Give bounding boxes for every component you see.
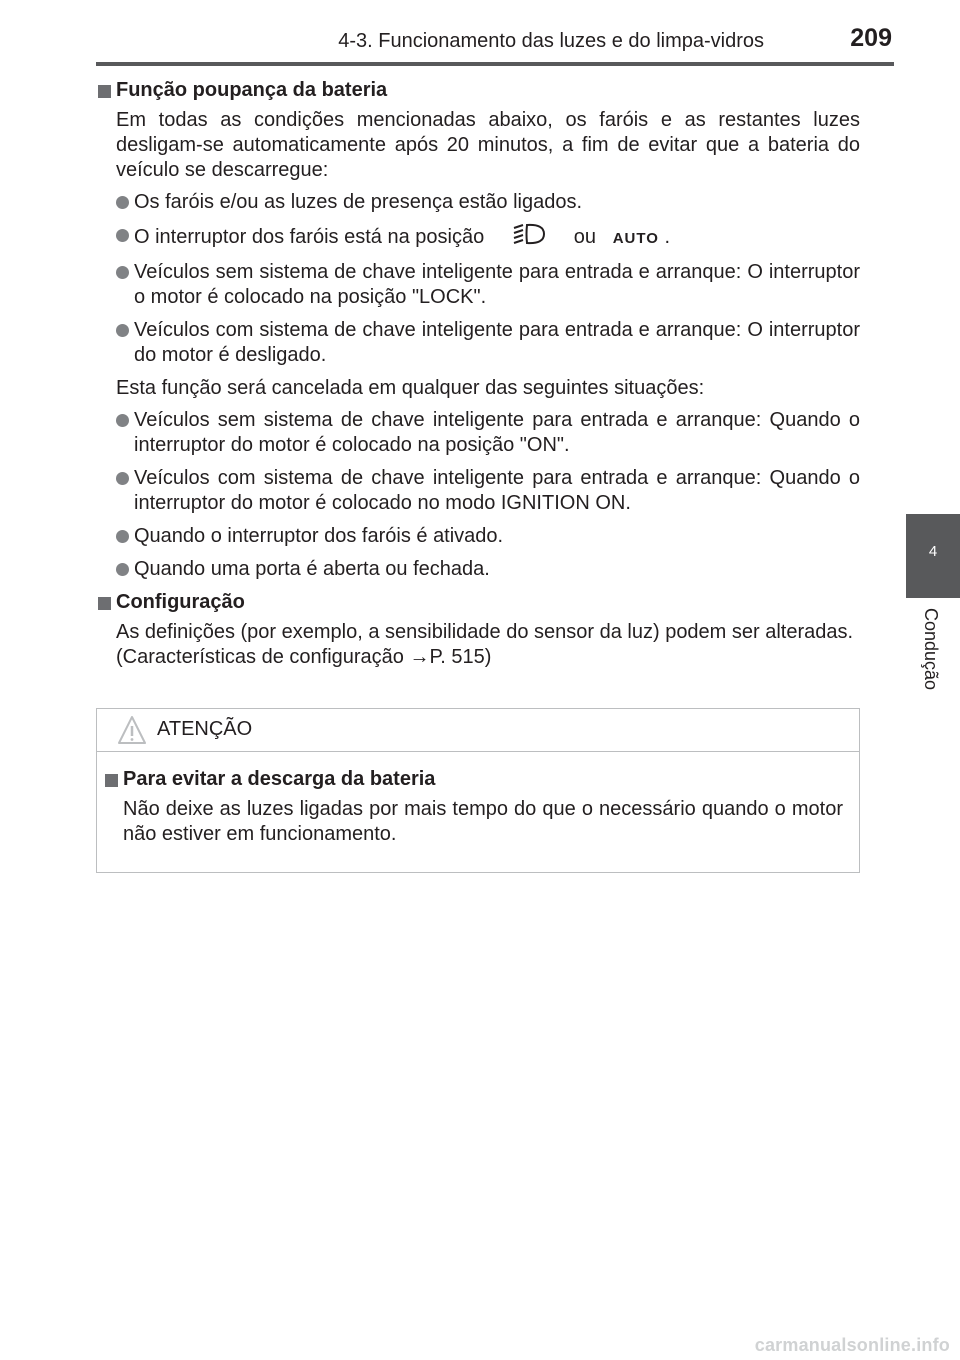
config-section-heading — [96, 590, 860, 615]
list-item-text: Veículos sem sistema de chave inteligente para entrada e arranque: O interruptor o motor é colocado na posição "LOCK". — [134, 261, 860, 308]
square-bullet-icon — [105, 774, 118, 787]
chapter-tab: 4 — [906, 514, 960, 598]
round-bullet-icon — [116, 196, 129, 209]
round-bullet-icon — [116, 266, 129, 279]
chapter-label: Condução — [921, 608, 941, 691]
warning-box — [96, 708, 860, 873]
battery-section-heading — [96, 78, 860, 103]
list-item-text: O interruptor dos faróis está na posição — [134, 225, 485, 248]
list-item-text: Quando uma porta é aberta ou fechada. — [134, 558, 490, 580]
watermark: carmanualsonline.info — [754, 1335, 950, 1355]
warning-heading — [103, 767, 859, 792]
list-item-text: Veículos com sistema de chave inteligente para entrada e arranque: O interruptor do motor é desligado. — [134, 319, 860, 366]
square-bullet-icon — [98, 597, 111, 610]
battery-section-title: Função poupança da bateria — [116, 79, 388, 101]
list-item-text: Veículos com sistema de chave inteligente para entrada e arranque: Quando o interruptor do motor é colocado no modo IGNITION ON. — [134, 467, 860, 514]
auto-icon: AUTO — [612, 229, 659, 247]
square-bullet-icon — [98, 85, 111, 98]
warning-label: ATENÇÃO — [157, 718, 253, 740]
list-item — [116, 260, 860, 310]
warning-text: Não deixe as luzes ligadas por mais tempo do que o necessário quando o motor não estiver em funcionamento. — [123, 798, 843, 845]
battery-intro: Em todas as condições mencionadas abaixo, os faróis e as restantes luzes desligam-se automaticamente após 20 minutos, a fim de evitar que a bateria do veículo se descarregue: — [116, 109, 860, 181]
round-bullet-icon — [116, 229, 129, 242]
list-item-text: Veículos sem sistema de chave inteligente para entrada e arranque: Quando o interruptor do motor é colocado na posição "ON". — [134, 409, 860, 456]
cancel-intro: Esta função será cancelada em qualquer das seguintes situações: — [116, 377, 705, 399]
page-number: 209 — [850, 24, 892, 52]
round-bullet-icon — [116, 472, 129, 485]
list-item — [116, 408, 860, 458]
page-header — [0, 0, 960, 66]
config-section-title: Configuração — [116, 591, 245, 613]
list-item — [116, 524, 860, 549]
list-item-text: Os faróis e/ou as luzes de presença estão ligados. — [134, 191, 583, 213]
list-item-switch-position — [116, 223, 860, 252]
round-bullet-icon — [116, 563, 129, 576]
list-item — [116, 557, 860, 582]
list-item — [116, 466, 860, 516]
config-reference: (Características de configuração →P. 515) — [116, 646, 492, 668]
headlight-icon — [512, 223, 546, 252]
warning-triangle-icon — [117, 715, 147, 750]
round-bullet-icon — [116, 324, 129, 337]
main-content — [96, 78, 860, 677]
section-title: 4-3. Funcionamento das luzes e do limpa-vidros — [338, 30, 764, 52]
round-bullet-icon — [116, 414, 129, 427]
list-item — [116, 318, 860, 368]
or-text: ou — [573, 225, 597, 248]
config-text: As definições (por exemplo, a sensibilidade do sensor da luz) podem ser alteradas. — [116, 621, 854, 643]
list-item-text: Quando o interruptor dos faróis é ativado. — [134, 525, 504, 547]
period-text: . — [664, 225, 671, 248]
warning-header — [97, 709, 859, 752]
list-item — [116, 190, 860, 215]
warning-title: Para evitar a descarga da bateria — [123, 768, 436, 790]
round-bullet-icon — [116, 530, 129, 543]
warning-body — [97, 767, 859, 854]
header-rule — [96, 62, 894, 66]
